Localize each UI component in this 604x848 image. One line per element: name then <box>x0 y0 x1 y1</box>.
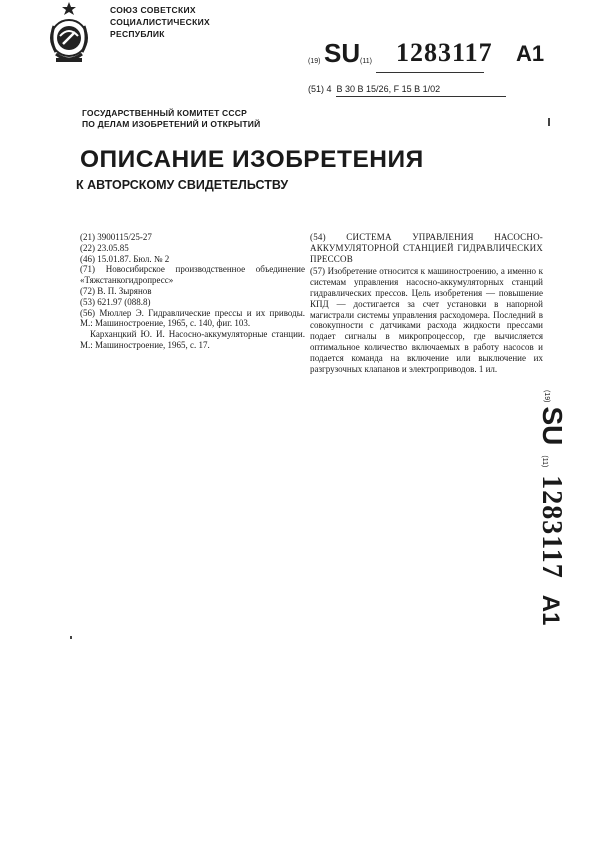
scan-speck <box>548 118 550 126</box>
side-country-code-label: (19) <box>543 390 551 403</box>
document-subtitle: К АВТОРСКОМУ СВИДЕТЕЛЬСТВУ <box>76 178 289 192</box>
ipc-underline <box>336 96 506 97</box>
union-line: РЕСПУБЛИК <box>110 29 165 39</box>
scan-speck <box>70 636 72 639</box>
side-number-code-label: (11) <box>541 455 548 468</box>
ipc-value: B 30 B 15/26, F 15 B 1/02 <box>336 84 441 94</box>
side-patent-number: 1283117 <box>536 475 567 579</box>
biblio-field: (46) 15.01.87. Бюл. № 2 <box>80 253 170 264</box>
side-patent-marking <box>536 390 588 680</box>
country-code-label: (19) <box>308 58 321 65</box>
abstract: (57) Изобретение относится к машиностроению, а именно к системам управления насосно-аккумуляторных станций гидравлических прессов. Цель изобретения — повышение КПД — достигается за счет установки в напорной магистрали системы управления расходомера. Последний в совокупности с датчиками расхода жидкости прессами подает сигналы в микропроцессор, где вычисляется оптимальное количество включаемых в работу насосов и подается команда на включение или выключение их разгрузочных клапанов и электроприводов. 1 ил. <box>310 266 543 374</box>
number-code-label: (11) <box>360 58 372 65</box>
biblio-field: (72) В. П. Зырянов <box>80 285 152 296</box>
committee-line: ПО ДЕЛАМ ИЗОБРЕТЕНИЙ И ОТКРЫТИЙ <box>82 119 261 129</box>
invention-title: (54) СИСТЕМА УПРАВЛЕНИЯ НАСОСНО-АККУМУЛЯТОРНОЙ СТАНЦИЕЙ ГИДРАВЛИЧЕСКИХ ПРЕССОВ <box>310 232 543 264</box>
invention-description <box>310 232 543 374</box>
biblio-field: (53) 621.97 (088.8) <box>80 296 151 307</box>
patent-header <box>308 38 598 72</box>
union-name <box>110 4 210 40</box>
ussr-emblem-icon <box>46 0 92 92</box>
patent-number: 1283117 <box>396 38 493 67</box>
biblio-field: Карханцкий Ю. И. Насосно-аккумуляторные станции. М.: Машиностроение, 1965, с. 17. <box>80 329 305 350</box>
country-code: SU <box>324 38 361 68</box>
side-country-code: SU <box>537 406 568 446</box>
committee-line: ГОСУДАРСТВЕННЫЙ КОМИТЕТ СССР <box>82 108 247 118</box>
union-line: СОЮЗ СОВЕТСКИХ <box>110 5 196 15</box>
biblio-field: (71) Новосибирское производственное объединение «Тяжстанкогидропресс» <box>80 264 305 286</box>
ipc-classification <box>308 84 440 94</box>
bibliographic-data <box>80 232 305 351</box>
number-underline <box>376 72 484 73</box>
union-line: СОЦИАЛИСТИЧЕСКИХ <box>110 17 210 27</box>
biblio-field: (21) 3900115/25-27 <box>80 232 152 242</box>
biblio-field: (56) Мюллер Э. Гидравлические прессы и их приводы. М.: Машиностроение, 1965, с. 140, фиг. 103. <box>80 307 305 329</box>
ipc-code-label: (51) 4 <box>308 84 332 94</box>
state-committee <box>82 108 260 130</box>
biblio-field: (22) 23.05.85 <box>80 242 129 253</box>
side-patent-kind: A1 <box>537 594 564 626</box>
document-title: ОПИСАНИЕ ИЗОБРЕТЕНИЯ <box>80 146 424 173</box>
patent-kind: A1 <box>516 41 545 66</box>
